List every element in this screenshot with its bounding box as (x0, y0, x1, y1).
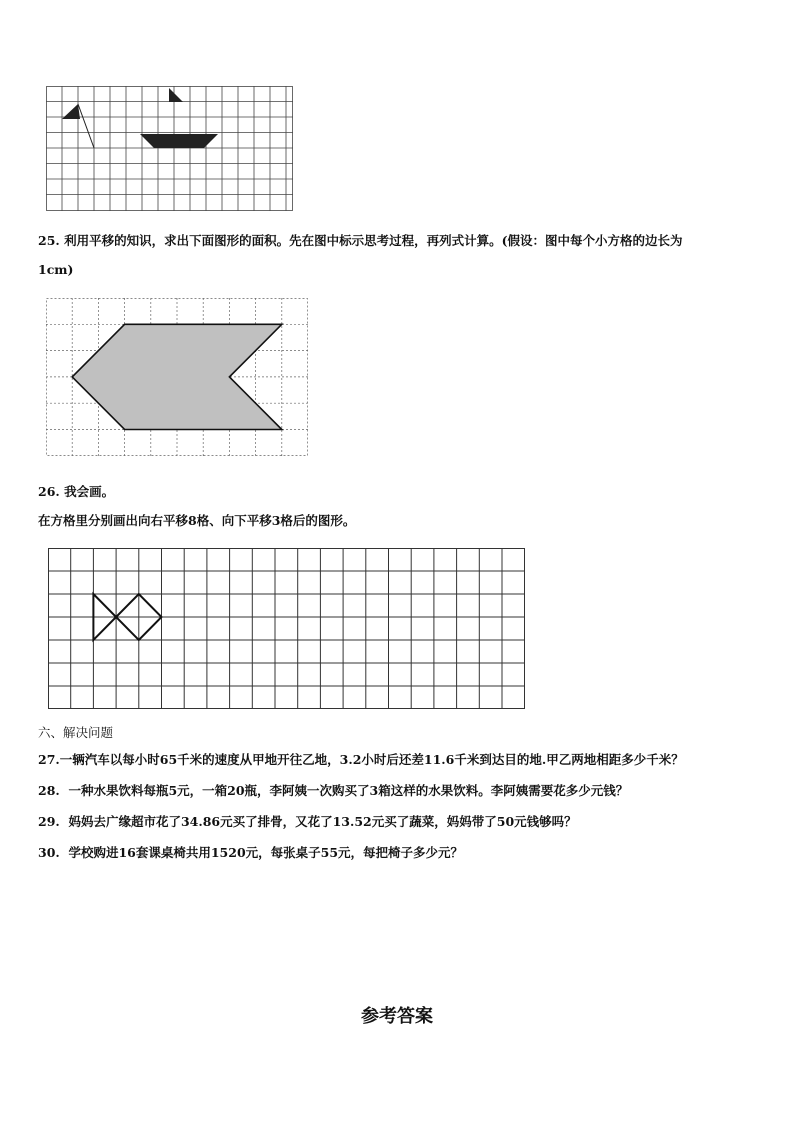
q25-text-line2: 1cm) (38, 262, 74, 277)
q26-grid (48, 548, 525, 709)
answer-title: 参考答案 (361, 1006, 433, 1027)
section6-heading: 六、解决问题 (38, 725, 114, 740)
problem-28-number: 28. (38, 783, 60, 798)
problem-28 (38, 781, 628, 799)
q24-triangle-right (169, 88, 183, 102)
q25-text: 利用平移的知识，求出下面图形的面积。先在图中标示思考过程，再列式计算。(假设：图中每个小方格的边长为 (64, 233, 683, 248)
q24-slanted-line (78, 104, 94, 148)
q25-line1 (38, 231, 683, 249)
q24-triangle-left (62, 104, 80, 119)
problem-30-text: 学校购进16套课桌椅共用1520元，每张桌子55元，每把椅子多少元？ (68, 845, 464, 860)
problem-29-number: 29. (38, 814, 60, 829)
problem-27-text: 一辆汽车以每小时65千米的速度从甲地开往乙地，3.2小时后还差11.6千米到达目的地.甲乙两地相距多少千米？ (59, 752, 684, 767)
q25-number: 25. (38, 233, 60, 248)
q26-grid-figure (48, 548, 528, 710)
q26-instruction: 在方格里分别画出向右平移8格、向下平移3格后的图形。 (38, 513, 356, 528)
problem-30 (38, 843, 463, 861)
q26-title: 我会画。 (64, 484, 115, 499)
q24-grid (46, 86, 293, 211)
problem-29-text: 妈妈去广缘超市花了34.86元买了排骨，又花了13.52元买了蔬菜，妈妈带了50元钱够吗？ (68, 814, 577, 829)
q25-grid-figure (46, 298, 310, 458)
problem-27 (38, 750, 684, 768)
q26-title-line (38, 482, 114, 500)
problem-28-text: 一种水果饮料每瓶5元，一箱20瓶，李阿姨一次购买了3箱这样的水果饮料。李阿姨需要花多少元钱？ (68, 783, 629, 798)
q24-grid-figure (46, 86, 294, 212)
problem-30-number: 30. (38, 845, 60, 860)
problem-27-number: 27. (38, 752, 60, 767)
q26-number: 26. (38, 484, 60, 499)
problem-29 (38, 812, 577, 830)
